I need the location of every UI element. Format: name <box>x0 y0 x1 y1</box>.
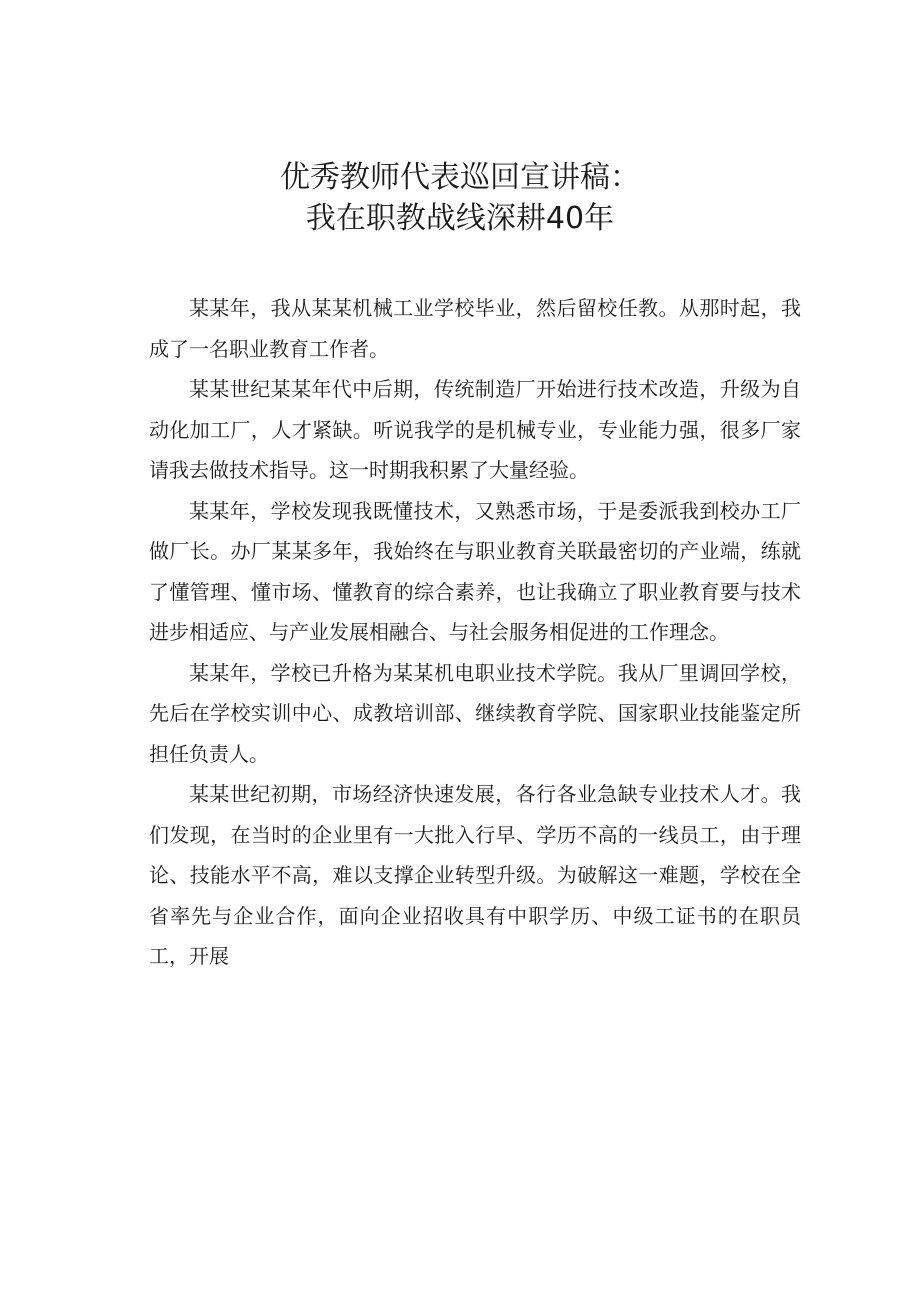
paragraph-5: 某某世纪初期，市场经济快速发展，各行各业急缺专业技术人才。我们发现，在当时的企业里有一大批入行早、学历不高的一线员工，由于理论、技能水平不高，难以支撑企业转型升级。为破解这一难题，学校在全省率先与企业合作，面向企业招收具有中职学历、中级工证书的在职员工，开展 <box>149 782 801 968</box>
paragraph-2: 某某世纪某某年代中后期，传统制造厂开始进行技术改造，升级为自动化加工厂，人才紧缺。听说我学的是机械专业，专业能力强，很多厂家请我去做技术指导。这一时期我积累了大量经验。 <box>149 377 801 482</box>
document-title <box>0 157 920 239</box>
title-line-2: 我在职教战线深耕40年 <box>305 201 615 236</box>
paragraph-3: 某某年，学校发现我既懂技术，又熟悉市场，于是委派我到校办工厂做厂长。办厂某某多年，我始终在与职业教育关联最密切的产业端，练就了懂管理、懂市场、懂教育的综合素养，也让我确立了职业教育要与技术进步相适应、与产业发展相融合、与社会服务相促进的工作理念。 <box>149 498 801 644</box>
paragraph-4: 某某年，学校已升格为某某机电职业技术学院。我从厂里调回学校，先后在学校实训中心、成教培训部、继续教育学院、国家职业技能鉴定所担任负责人。 <box>149 660 801 766</box>
title-line-1: 优秀教师代表巡回宣讲稿： <box>280 160 640 195</box>
paragraph-1: 某某年，我从某某机械工业学校毕业，然后留校任教。从那时起，我成了一名职业教育工作者。 <box>149 296 801 361</box>
document-body <box>149 288 801 977</box>
